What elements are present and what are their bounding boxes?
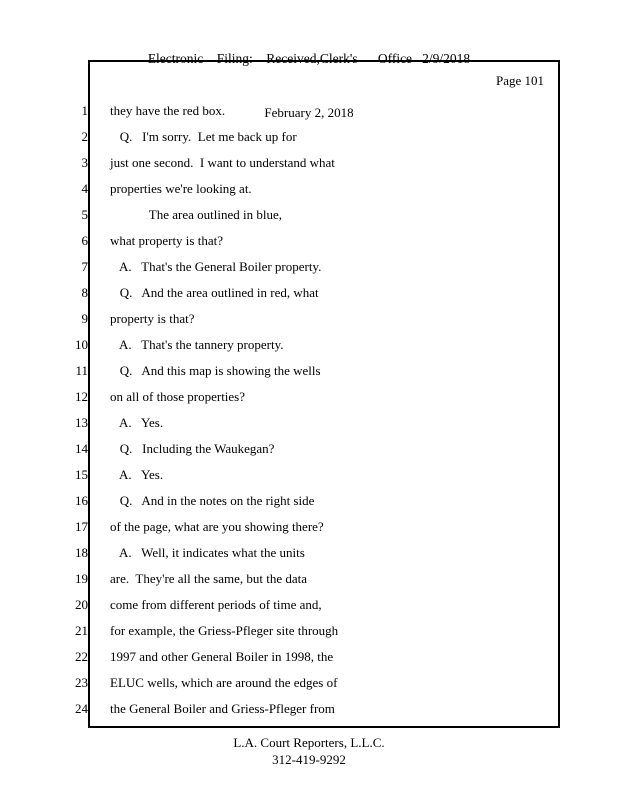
line-text: what property is that? — [110, 233, 223, 248]
line-text: just one second. I want to understand what — [110, 155, 335, 170]
line-text: for example, the Griess-Pfleger site through — [110, 623, 339, 638]
transcript-line — [75, 696, 544, 722]
line-text: A. That's the tannery property. — [110, 337, 284, 352]
line-text: the General Boiler and Griess-Pfleger from — [110, 701, 335, 716]
transcript-line — [75, 540, 544, 566]
transcript-line — [75, 618, 544, 644]
transcript-line — [81, 150, 544, 176]
line-number: 5 — [81, 207, 88, 222]
line-text: property is that? — [110, 311, 195, 326]
line-text: Q. And in the notes on the right side — [110, 493, 315, 508]
line-text: they have the red box. — [110, 103, 226, 118]
transcript-line — [75, 358, 544, 384]
transcript-line — [75, 488, 544, 514]
reporter-footer — [0, 734, 618, 768]
line-number: 12 — [75, 389, 88, 404]
transcript-line — [81, 202, 544, 228]
line-text: on all of those properties? — [110, 389, 246, 404]
transcript-line — [81, 228, 544, 254]
line-number: 11 — [75, 363, 88, 378]
transcript-line — [81, 98, 544, 124]
transcript-body-box — [75, 60, 560, 728]
transcript-line — [75, 332, 544, 358]
transcript-line — [75, 592, 544, 618]
line-text: Q. And the area outlined in red, what — [110, 285, 319, 300]
transcript-line — [81, 306, 544, 332]
transcript-line — [75, 670, 544, 696]
line-text: A. That's the General Boiler property. — [110, 259, 322, 274]
line-text: come from different periods of time and, — [110, 597, 322, 612]
transcript-line — [75, 462, 544, 488]
line-number: 17 — [75, 519, 88, 534]
transcript-line — [81, 124, 544, 150]
line-number: 1 — [81, 103, 88, 118]
line-text: A. Yes. — [110, 415, 164, 430]
line-text: The area outlined in blue, — [110, 207, 282, 222]
reporter-phone: 312-419-9292 — [272, 752, 346, 767]
line-text: A. Yes. — [110, 467, 164, 482]
transcript-line — [81, 280, 544, 306]
transcript-line — [75, 566, 544, 592]
line-number: 16 — [75, 493, 88, 508]
page-number-label: Page 101 — [495, 73, 544, 88]
line-number: 23 — [75, 675, 88, 690]
line-text: Q. I'm sorry. Let me back up for — [110, 129, 297, 144]
line-text: ELUC wells, which are around the edges of — [110, 675, 338, 690]
transcript-line — [81, 176, 544, 202]
line-number: 14 — [75, 441, 88, 456]
line-number: 15 — [75, 467, 88, 482]
line-text: Q. Including the Waukegan? — [110, 441, 275, 456]
line-number: 4 — [81, 181, 88, 196]
line-text: properties we're looking at. — [110, 181, 252, 196]
line-number: 20 — [75, 597, 88, 612]
line-number: 21 — [75, 623, 88, 638]
filing-stamp: Electronic Filing: Received,Clerk's Office 2/9/2018 — [147, 51, 471, 66]
transcript-line — [75, 644, 544, 670]
line-number: 9 — [81, 311, 88, 326]
transcript-lines — [75, 98, 544, 722]
transcript-line — [75, 514, 544, 540]
transcript-line — [75, 384, 544, 410]
line-number: 24 — [75, 701, 88, 716]
reporter-name: L.A. Court Reporters, L.L.C. — [233, 735, 385, 750]
line-text: are. They're all the same, but the data — [110, 571, 308, 586]
transcript-line — [81, 254, 544, 280]
transcript-line — [75, 410, 544, 436]
line-text: 1997 and other General Boiler in 1998, the — [110, 649, 334, 664]
line-text: of the page, what are you showing there? — [110, 519, 324, 534]
transcript-date: February 2, 2018 — [264, 105, 354, 120]
line-number: 13 — [75, 415, 88, 430]
line-number: 22 — [75, 649, 88, 664]
line-number: 6 — [81, 233, 88, 248]
line-number: 18 — [75, 545, 88, 560]
line-number: 19 — [75, 571, 88, 586]
line-number: 2 — [81, 129, 88, 144]
line-text: A. Well, it indicates what the units — [110, 545, 305, 560]
line-number: 10 — [75, 337, 88, 352]
transcript-line — [75, 436, 544, 462]
line-text: Q. And this map is showing the wells — [110, 363, 321, 378]
line-number: 8 — [81, 285, 88, 300]
line-number: 3 — [81, 155, 88, 170]
line-number: 7 — [81, 259, 88, 274]
